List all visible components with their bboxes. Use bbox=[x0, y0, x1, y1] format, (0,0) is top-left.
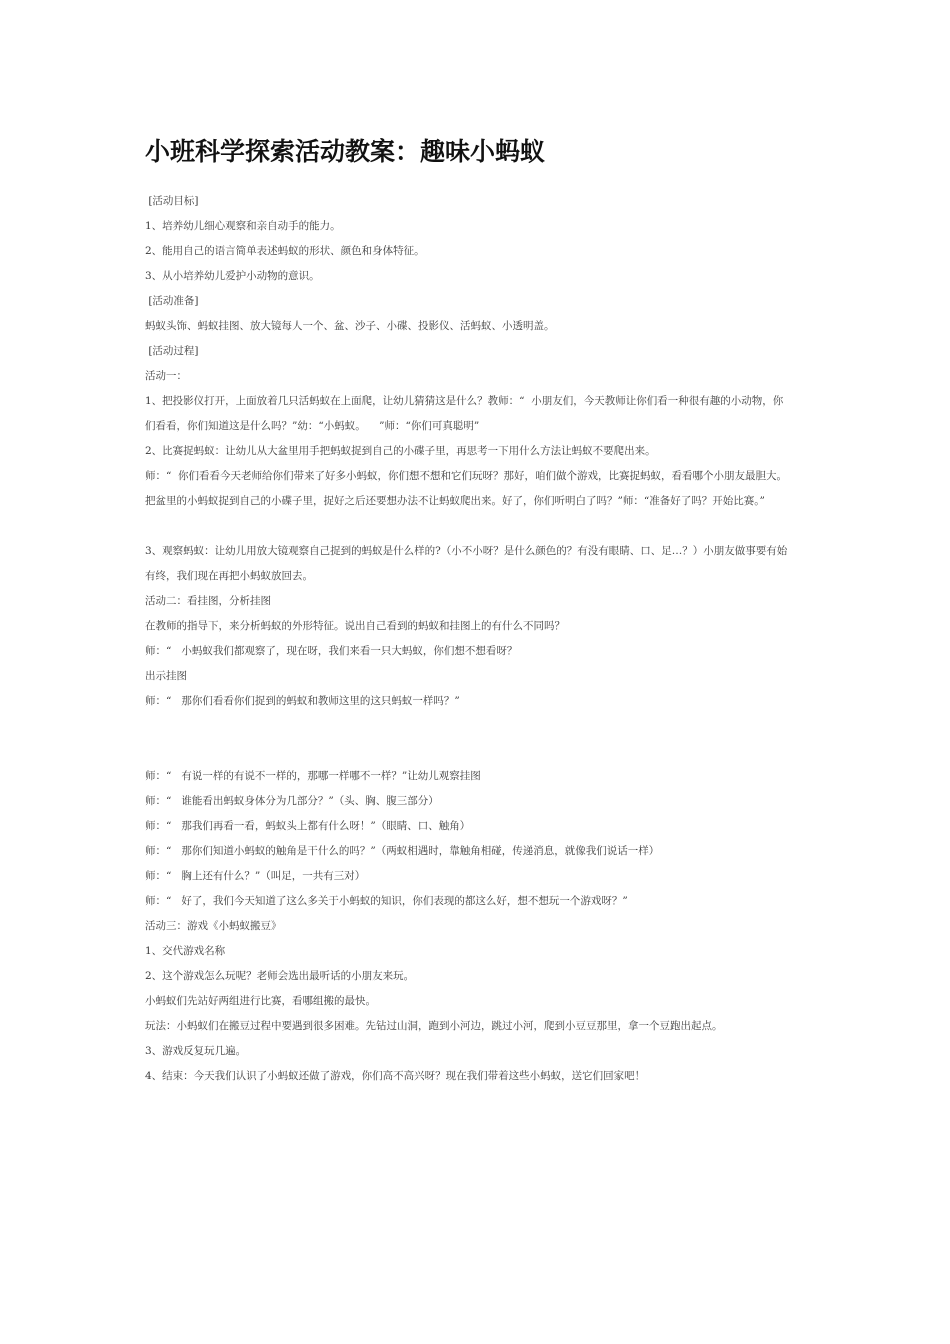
paragraph-line: 3、观察蚂蚁：让幼儿用放大镜观察自己捉到的蚂蚁是什么样的?（小不小呀？是什么颜色的？有没有眼睛、口、足…？）小朋友做事要有始 bbox=[145, 545, 788, 557]
activity-one-heading: 活动一： bbox=[145, 370, 187, 382]
paragraph-line: 师：“ 你们看看今天老师给你们带来了好多小蚂蚁，你们想不想和它们玩呀？那好，咱们做个游戏，比赛捉蚂蚁，看看哪个小朋友最胆大。 bbox=[145, 470, 788, 482]
paragraph-line: 出示挂图 bbox=[145, 670, 187, 682]
paragraph-line: 在教师的指导下，来分析蚂蚁的外形特征。说出自己看到的蚂蚁和挂图上的有什么不同吗？ bbox=[145, 620, 565, 632]
paragraph-line: 师：“ 胸上还有什么？”（叫足，一共有三对） bbox=[145, 870, 366, 882]
activity-three-heading: 活动三：游戏《小蚂蚁搬豆》 bbox=[145, 920, 282, 932]
paragraph-line: 师：“ 谁能看出蚂蚁身体分为几部分？”（头、胸、腹三部分） bbox=[145, 795, 439, 807]
paragraph-line: 3、游戏反复玩几遍。 bbox=[145, 1045, 247, 1057]
paragraph-line: 们看看，你们知道这是什么吗？”幼：“小蚂蚁。 ”师：“你们可真聪明” bbox=[145, 420, 480, 432]
document-title: 小班科学探索活动教案：趣味小蚂蚁 bbox=[145, 137, 546, 166]
paragraph-line: 师：“ 那我们再看一看，蚂蚁头上都有什么呀！”（眼睛、口、触角） bbox=[145, 820, 471, 832]
paragraph-line: 师：“ 好了，我们今天知道了这么多关于小蚂蚁的知识，你们表现的都这么好，想不想玩一个游戏呀？” bbox=[145, 895, 628, 907]
section-heading-process: [活动过程] bbox=[145, 345, 199, 357]
paragraph-line: 有终，我们现在再把小蚂蚁放回去。 bbox=[145, 570, 313, 582]
paragraph-line: 师：“ 小蚂蚁我们都观察了，现在呀，我们来看一只大蚂蚁，你们想不想看呀？ bbox=[145, 645, 518, 657]
paragraph-line: 师：“ 那你们知道小蚂蚁的触角是干什么的吗？”（两蚁相遇时，靠触角相碰，传递消息，就像我们说话一样） bbox=[145, 845, 660, 857]
section-heading-goals: [活动目标] bbox=[145, 195, 199, 207]
section-heading-preparation: [活动准备] bbox=[145, 295, 199, 307]
activity-two-heading: 活动二：看挂图，分析挂图 bbox=[145, 595, 271, 607]
paragraph-line: 把盆里的小蚂蚁捉到自己的小碟子里，捉好之后还要想办法不让蚂蚁爬出来。好了，你们听明白了吗？”师：“准备好了吗？开始比赛。” bbox=[145, 495, 765, 507]
goal-item: 2、能用自己的语言简单表述蚂蚁的形状、颜色和身体特征。 bbox=[145, 245, 425, 257]
preparation-text: 蚂蚁头饰、蚂蚁挂图、放大镜每人一个、盆、沙子、小碟、投影仪、活蚂蚁、小透明盖。 bbox=[145, 320, 555, 332]
blank-line bbox=[145, 739, 813, 764]
paragraph-line: 玩法：小蚂蚁们在搬豆过程中要遇到很多困难。先钻过山洞，跑到小河边，跳过小河，爬到小豆豆那里，拿一个豆跑出起点。 bbox=[145, 1020, 723, 1032]
blank-line bbox=[145, 514, 813, 539]
paragraph-line: 2、这个游戏怎么玩呢？老师会选出最听话的小朋友来玩。 bbox=[145, 970, 415, 982]
paragraph-line: 1、把投影仪打开，上面放着几只活蚂蚁在上面爬，让幼儿猜猜这是什么？教师：“ 小朋友们，今天教师让你们看一种很有趣的小动物，你 bbox=[145, 395, 784, 407]
paragraph-line: 2、比赛捉蚂蚁：让幼儿从大盆里用手把蚂蚁捉到自己的小碟子里，再思考一下用什么方法让蚂蚁不要爬出来。 bbox=[145, 445, 656, 457]
goal-item: 3、从小培养幼儿爱护小动物的意识。 bbox=[145, 270, 320, 282]
paragraph-line: 4、结束：今天我们认识了小蚂蚁还做了游戏，你们高不高兴呀？现在我们带着这些小蚂蚁，送它们回家吧！ bbox=[145, 1070, 646, 1082]
paragraph-line: 师：“ 那你们看看你们捉到的蚂蚁和教师这里的这只蚂蚁一样吗？” bbox=[145, 695, 460, 707]
paragraph-line: 师：“ 有说一样的有说不一样的，那哪一样哪不一样？”让幼儿观察挂图 bbox=[145, 770, 481, 782]
blank-line bbox=[145, 714, 813, 739]
document-body bbox=[145, 189, 813, 1089]
paragraph-line: 小蚂蚁们先站好两组进行比赛，看哪组搬的最快。 bbox=[145, 995, 376, 1007]
paragraph-line: 1、交代游戏名称 bbox=[145, 945, 226, 957]
goal-item: 1、培养幼儿细心观察和亲自动手的能力。 bbox=[145, 220, 341, 232]
